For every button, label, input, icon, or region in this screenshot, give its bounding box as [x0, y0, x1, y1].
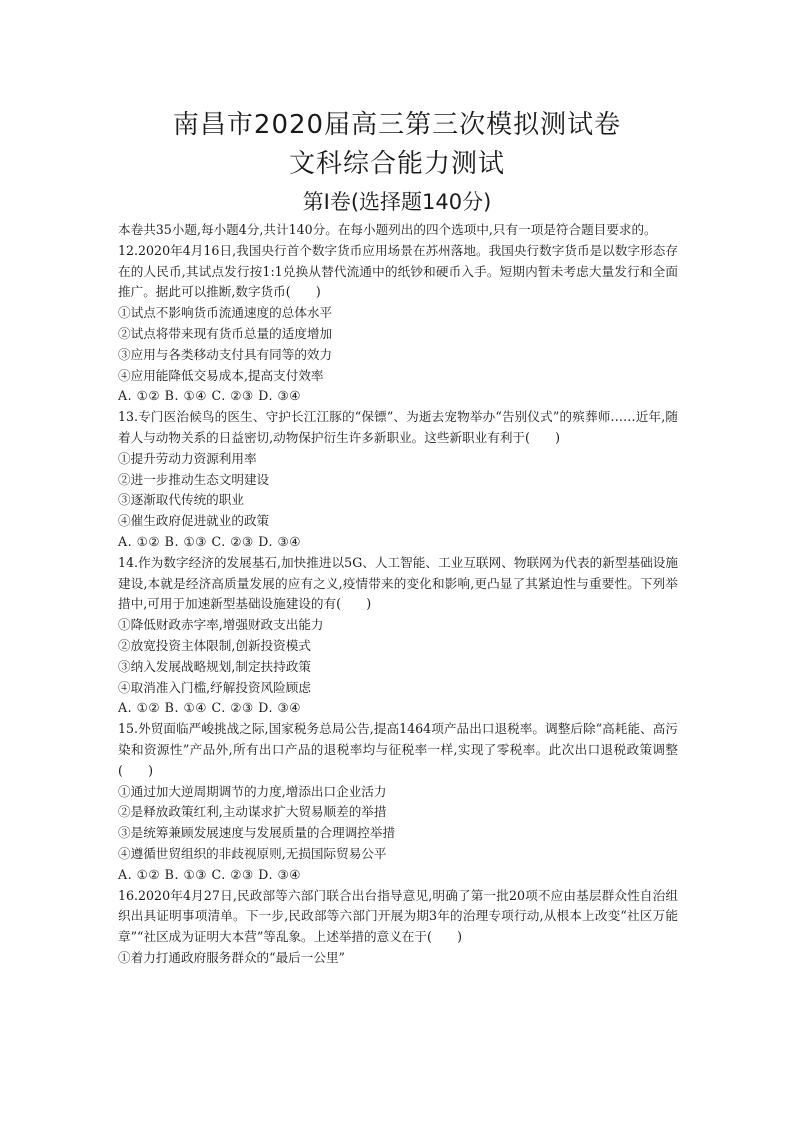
question-stem: 16.2020年4月27日,民政部等六部门联合出台指导意见,明确了第一批20项不应由基层群众性自治组织出具证明事项清单。下一步,民政部等六部门开展为期3年的治理专项行动,从根本上改变“社区万能章”“社区成为证明大本营”等乱象。上述举措的意义在于( ) [118, 887, 678, 945]
option-item: ②试点将带来现有货币总量的适度增加 [118, 325, 333, 341]
option-item: ③纳入发展战略规划,制定扶持政策 [118, 658, 311, 674]
question-14 [118, 553, 678, 719]
option-item: ②是释放政策红利,主动谋求扩大贸易顺差的举措 [118, 804, 387, 820]
option-item: ③逐渐取代传统的职业 [118, 492, 244, 508]
question-stem: 14.作为数字经济的发展基石,加快推进以5G、人工智能、工业互联网、物联网为代表的新型基础设施建设,本就是经济高质量发展的应有之义,疫情带来的变化和影响,更凸显了其紧迫性与重要性。下列举措中,可用于加速新型基础设施建设的有( ) [118, 554, 678, 612]
option-item: ④催生政府促进就业的政策 [118, 513, 270, 529]
exam-title: 南昌市2020届高三第三次模拟测试卷 [172, 110, 622, 140]
question-stem: 13.专门医治候鸟的医生、守护长江江豚的“保镖”、为逝去宠物举办“告别仪式”的殡葬师……近年,随着人与动物关系的日益密切,动物保护衍生许多新职业。这些新职业有利于( ) [118, 409, 678, 445]
exam-subtitle: 文科综合能力测试 [288, 149, 505, 179]
part-heading: 第Ⅰ卷(选择题140分) [302, 190, 492, 214]
answer-choices: A. ①② B. ①④ C. ②③ D. ③④ [118, 700, 302, 716]
option-item: ④取消准入门槛,纾解投资风险顾虑 [118, 679, 311, 695]
option-item: ③是统筹兼顾发展速度与发展质量的合理调控举措 [118, 825, 396, 841]
option-item: ②放宽投资主体限制,创新投资模式 [118, 637, 311, 653]
answer-choices: A. ①② B. ①③ C. ②③ D. ③④ [118, 533, 302, 549]
option-item: ②进一步推动生态文明建设 [118, 471, 270, 487]
answer-choices: A. ①② B. ①③ C. ②③ D. ③④ [118, 866, 302, 882]
exam-body [118, 220, 678, 969]
option-item: ④遵循世贸组织的非歧视原则,无损国际贸易公平 [118, 845, 387, 861]
option-item: ①通过加大逆周期调节的力度,增添出口企业活力 [118, 783, 387, 799]
option-item: ③应用与各类移动支付具有同等的效力 [118, 346, 333, 362]
question-12 [118, 241, 678, 407]
question-15 [118, 719, 678, 885]
option-item: ①试点不影响货币流通速度的总体水平 [118, 305, 333, 321]
option-item: ①着力打通政府服务群众的“最后一公里” [118, 949, 345, 965]
option-item: ①提升劳动力资源利用率 [118, 450, 257, 466]
question-stem: 12.2020年4月16日,我国央行首个数字货币应用场景在苏州落地。我国央行数字货币是以数字形态存在的人民币,其试点发行按1:1兑换从替代流通中的纸钞和硬币入手。短期内暂未考虑大量发行和全面推广。据此可以推断,数字货币( ) [118, 242, 678, 300]
question-16 [118, 886, 678, 969]
answer-choices: A. ①② B. ①④ C. ②③ D. ③④ [118, 388, 302, 404]
question-stem: 15.外贸面临严峻挑战之际,国家税务总局公告,提高1464项产品出口退税率。调整后除“高耗能、高污染和资源性”产品外,所有出口产品的退税率均与征税率一样,实现了零税率。此次出口退税政策调整( ) [118, 721, 678, 778]
instructions: 本卷共35小题,每小题4分,共计140分。在每小题列出的四个选项中,只有一项是符合题目要求的。 [118, 222, 657, 237]
option-item: ①降低财政赤字率,增强财政支出能力 [118, 617, 324, 633]
question-13 [118, 407, 678, 553]
option-item: ④应用能降低交易成本,提高支付效率 [118, 367, 324, 383]
